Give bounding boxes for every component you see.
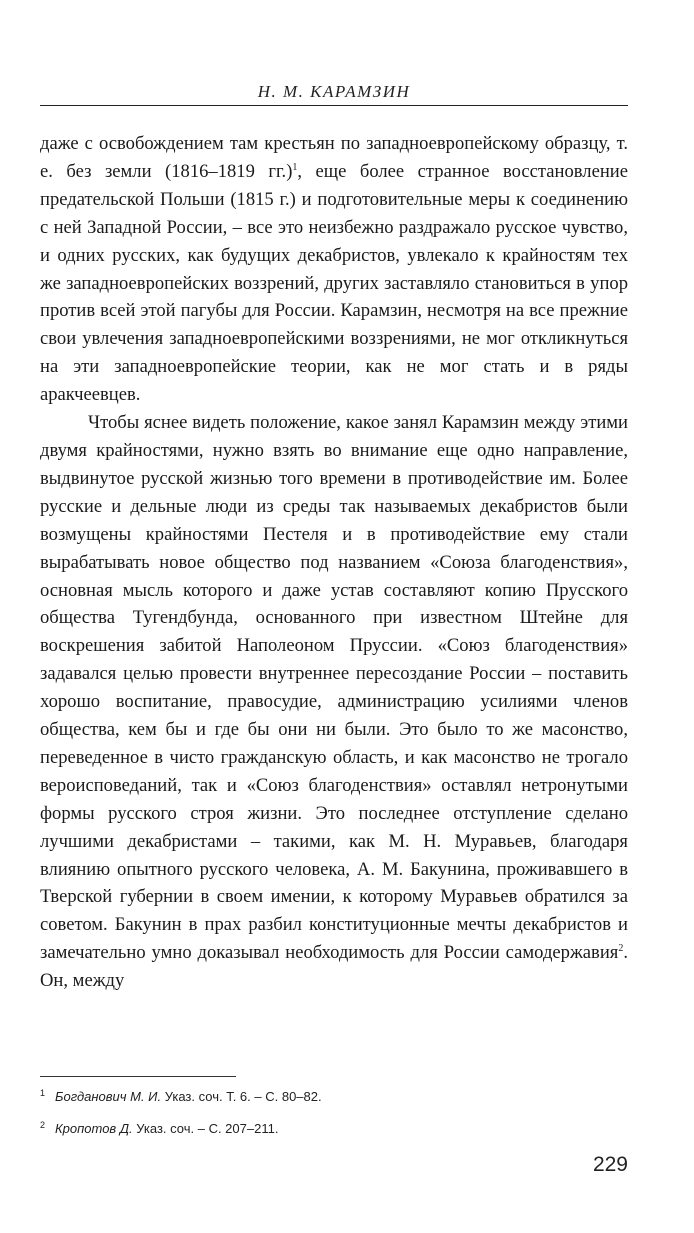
footnote-2 xyxy=(40,1111,628,1143)
text-run: даже с освобождением там крестьян по западноевропейскому образцу, т. е. без земли (1816–1819 гг.) xyxy=(40,133,628,182)
footnote-ref-1[interactable]: 1 xyxy=(292,161,298,173)
header-rule xyxy=(40,105,628,106)
text-run: , еще более странное восстановление предательской Польши (1815 г.) и подготовительные меры к соединению с ней Западной России, – все это неизбежно раздражало русское чувство, и одних русских, как будущих декабристов, увлекало к крайностям тех же западноевропейских воззрений, других заставляло становиться в упор против всей этой пагубы для России. Карамзин, несмотря на все прежние свои увлечения западноевропейскими воззрениями, не мог откликнуться на эти западноевропейские теории, как не мог стать и в ряды аракчеевцев. xyxy=(40,160,628,406)
running-header: Н. М. КАРАМЗИН xyxy=(257,82,411,101)
paragraph-2 xyxy=(40,409,628,995)
footnotes xyxy=(40,1079,628,1143)
footnote-rule xyxy=(40,1076,236,1077)
footnote-author: Кропотов Д. xyxy=(55,1121,133,1136)
text-run: Чтобы яснее видеть положение, какое занял Карамзин между этими двумя крайностями, нужно взять во внимание еще одно направление, выдвинутое русской жизнью того времени в противодействие им. Более русские и дельные люди из среды так называемых декабристов были возмущены крайностями Пестеля и в противодействие ему стали вырабатывать новое общество под названием «Союза благоденствия», основная мысль которого и даже устав составляют копию Прусского общества Тугендбунда, основанного при известном Штейне для воскрешения забитой Наполеоном Пруссии. «Союз благоденствия» задавался целью провести внутреннее пересоздание России – поставить хорошо воспитание, правосудие, администрацию усилиями членов общества, кем бы и где бы они ни были. Это было то же масонство, переведенное в чисто гражданскую область, и как масонство не трогало вероисповеданий, так и «Союз благоденствия» оставлял нетронутыми формы русского строя жизни. Это последнее отступление сделано лучшими декабристами – такими, как М. Н. Муравьев, благодаря влиянию опытного русского человека, А. М. Бакунина, проживавшего в Тверской губернии в своем имении, к которому Муравьев обратился за советом. Бакунин в прах разбил конституционные мечты декабристов и замечательно умно доказывал необходимость для России самодержавия xyxy=(40,412,628,964)
text-run: . Он, между xyxy=(40,942,628,992)
footnote-text: Указ. соч. – С. 207–211. xyxy=(132,1121,279,1136)
footnote-text: Указ. соч. Т. 6. – С. 80–82. xyxy=(161,1089,322,1104)
main-text xyxy=(40,130,628,995)
footnote-ref-2[interactable]: 2 xyxy=(618,943,624,955)
footnote-author: Богданович М. И. xyxy=(55,1089,162,1104)
footnote-number: 2 xyxy=(40,1120,46,1130)
footnote-number: 1 xyxy=(40,1088,46,1098)
page-number: 229 xyxy=(592,1153,628,1176)
paragraph-1 xyxy=(40,130,628,409)
footnote-1 xyxy=(40,1079,628,1111)
